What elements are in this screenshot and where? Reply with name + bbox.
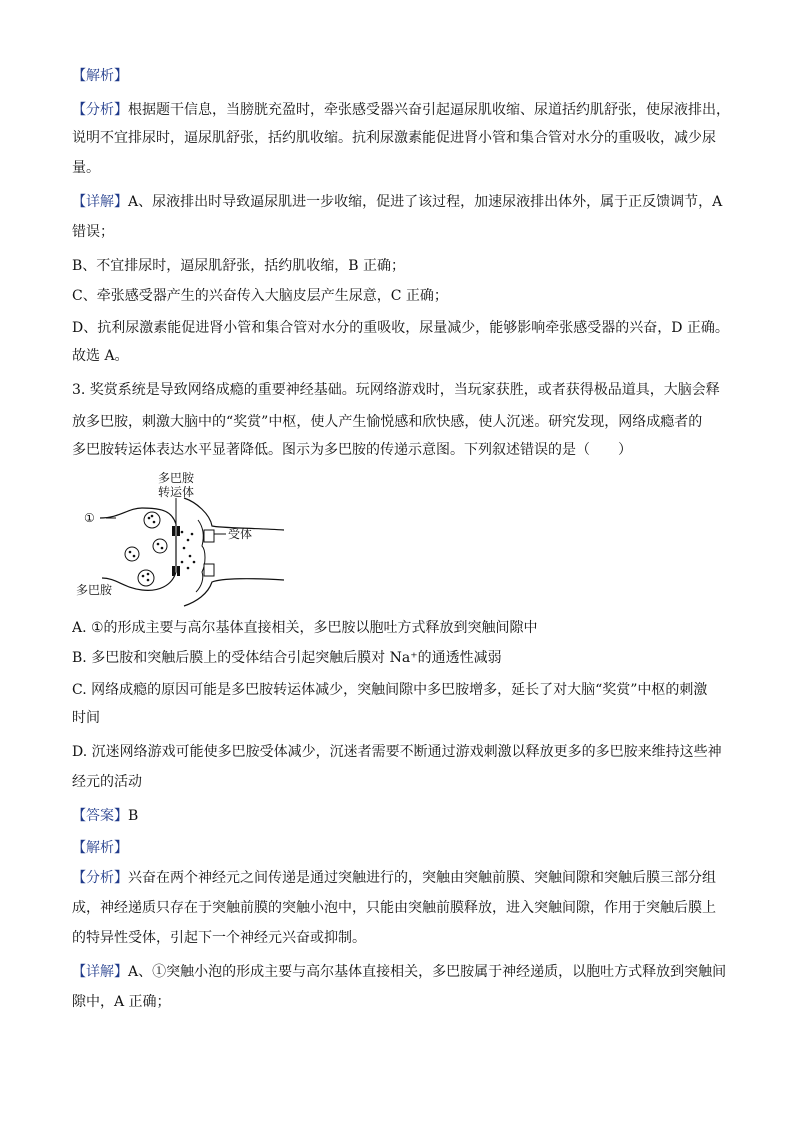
- text-line: [72, 708, 732, 728]
- label-transporter-line2: 转运体: [158, 485, 195, 499]
- text-line: [72, 962, 732, 982]
- line-text: 经元的活动: [72, 774, 142, 790]
- text-line: [72, 380, 732, 400]
- label-receptor: 受体: [228, 527, 253, 541]
- text-line: [72, 898, 732, 918]
- text-line: [72, 158, 732, 178]
- synapse-diagram: [72, 468, 292, 608]
- text-line: [72, 868, 732, 888]
- text-line: [72, 742, 732, 762]
- line-text: B、不宜排尿时，逼尿肌舒张，括约肌收缩，B 正确；: [72, 258, 406, 274]
- line-text: A. ①的形成主要与高尔基体直接相关，多巴胺以胞吐方式释放到突触间隙中: [72, 620, 538, 636]
- text-line: [72, 318, 732, 338]
- label-dopamine: 多巴胺: [76, 583, 113, 597]
- line-text: 多巴胺转运体表达水平显著降低。图示为多巴胺的传递示意图。下列叙述错误的是（ ）: [72, 442, 632, 458]
- line-text: 故选 A。: [72, 348, 129, 364]
- text-line: [72, 286, 732, 306]
- text-line: [72, 772, 732, 792]
- line-text: 错误；: [72, 224, 114, 240]
- section-tag: 【答案】: [72, 808, 128, 824]
- line-text: 的特异性受体，引起下一个神经元兴奋或抑制。: [72, 930, 366, 946]
- receptor-shapes: [204, 530, 214, 576]
- text-line: [72, 680, 732, 700]
- line-text: D. 沉迷网络游戏可能使多巴胺受体减少，沉迷者需要不断通过游戏刺激以释放更多的多巴胺来维持这些神: [72, 744, 722, 760]
- line-text: B. 多巴胺和突触后膜上的受体结合引起突触后膜对 Na⁺的通透性减弱: [72, 650, 502, 666]
- text-line: [72, 192, 732, 212]
- line-text: D、抗利尿激素能促进肾小管和集合管对水分的重吸收，尿量减少，能够影响牵张感受器的兴奋，D 正确。: [72, 320, 729, 336]
- label-transporter-line1: 多巴胺: [158, 471, 195, 485]
- line-text: 根据题干信息，当膀胱充盈时，牵张感受器兴奋引起逼尿肌收缩、尿道括约肌舒张，使尿液排出，: [128, 102, 730, 118]
- section-tag: 【解析】: [72, 840, 128, 856]
- line-text: 成，神经递质只存在于突触前膜的突触小泡中，只能由突触前膜释放，进入突触间隙，作用于突触后膜上: [72, 900, 716, 916]
- postsynaptic-membrane: [184, 498, 284, 606]
- synaptic-vesicles: [125, 512, 167, 586]
- dopamine-dots: [129, 515, 196, 582]
- text-line: [72, 618, 732, 638]
- line-text: 兴奋在两个神经元之间传递是通过突触进行的，突触由突触前膜、突触间隙和突触后膜三部分组: [128, 870, 716, 886]
- text-line: [72, 440, 732, 460]
- text-line: [72, 806, 732, 826]
- section-tag: 【详解】: [72, 964, 128, 980]
- label-vesicle: ①: [84, 511, 95, 525]
- text-line: [72, 928, 732, 948]
- line-text: A、尿液排出时导致逼尿肌进一步收缩，促进了该过程，加速尿液排出体外，属于正反馈调节，A: [128, 194, 723, 210]
- line-text: 放多巴胺，刺激大脑中的“奖赏”中枢，使人产生愉悦感和欣快感，使人沉迷。研究发现，网络成瘾者的: [72, 414, 703, 430]
- line-text: 说明不宜排尿时，逼尿肌舒张，括约肌收缩。抗利尿激素能促进肾小管和集合管对水分的重吸收，减少尿: [72, 130, 716, 146]
- text-line: [72, 100, 732, 120]
- text-line: [72, 992, 732, 1012]
- text-line: [72, 346, 732, 366]
- text-line: [72, 256, 732, 276]
- section-tag: 【分析】: [72, 870, 128, 886]
- line-text: C. 网络成瘾的原因可能是多巴胺转运体减少，突触间隙中多巴胺增多，延长了对大脑“奖赏”中枢的刺激: [72, 682, 708, 698]
- line-text: B: [128, 808, 139, 824]
- text-line: [72, 412, 732, 432]
- line-text: 量。: [72, 160, 100, 176]
- text-line: [72, 222, 732, 242]
- line-text: A、①突触小泡的形成主要与高尔基体直接相关，多巴胺属于神经递质，以胞吐方式释放到突触间: [128, 964, 727, 980]
- text-line: [72, 66, 732, 86]
- line-text: 隙中，A 正确；: [72, 994, 171, 1010]
- line-text: C、牵张感受器产生的兴奋传入大脑皮层产生尿意，C 正确；: [72, 288, 448, 304]
- text-line: [72, 128, 732, 148]
- section-tag: 【分析】: [72, 102, 128, 118]
- line-text: 时间: [72, 710, 100, 726]
- text-line: [72, 648, 732, 668]
- line-text: 3. 奖赏系统是导致网络成瘾的重要神经基础。玩网络游戏时，当玩家获胜，或者获得极品道具，大脑会释: [72, 382, 720, 398]
- text-line: [72, 838, 732, 858]
- section-tag: 【解析】: [72, 68, 128, 84]
- section-tag: 【详解】: [72, 194, 128, 210]
